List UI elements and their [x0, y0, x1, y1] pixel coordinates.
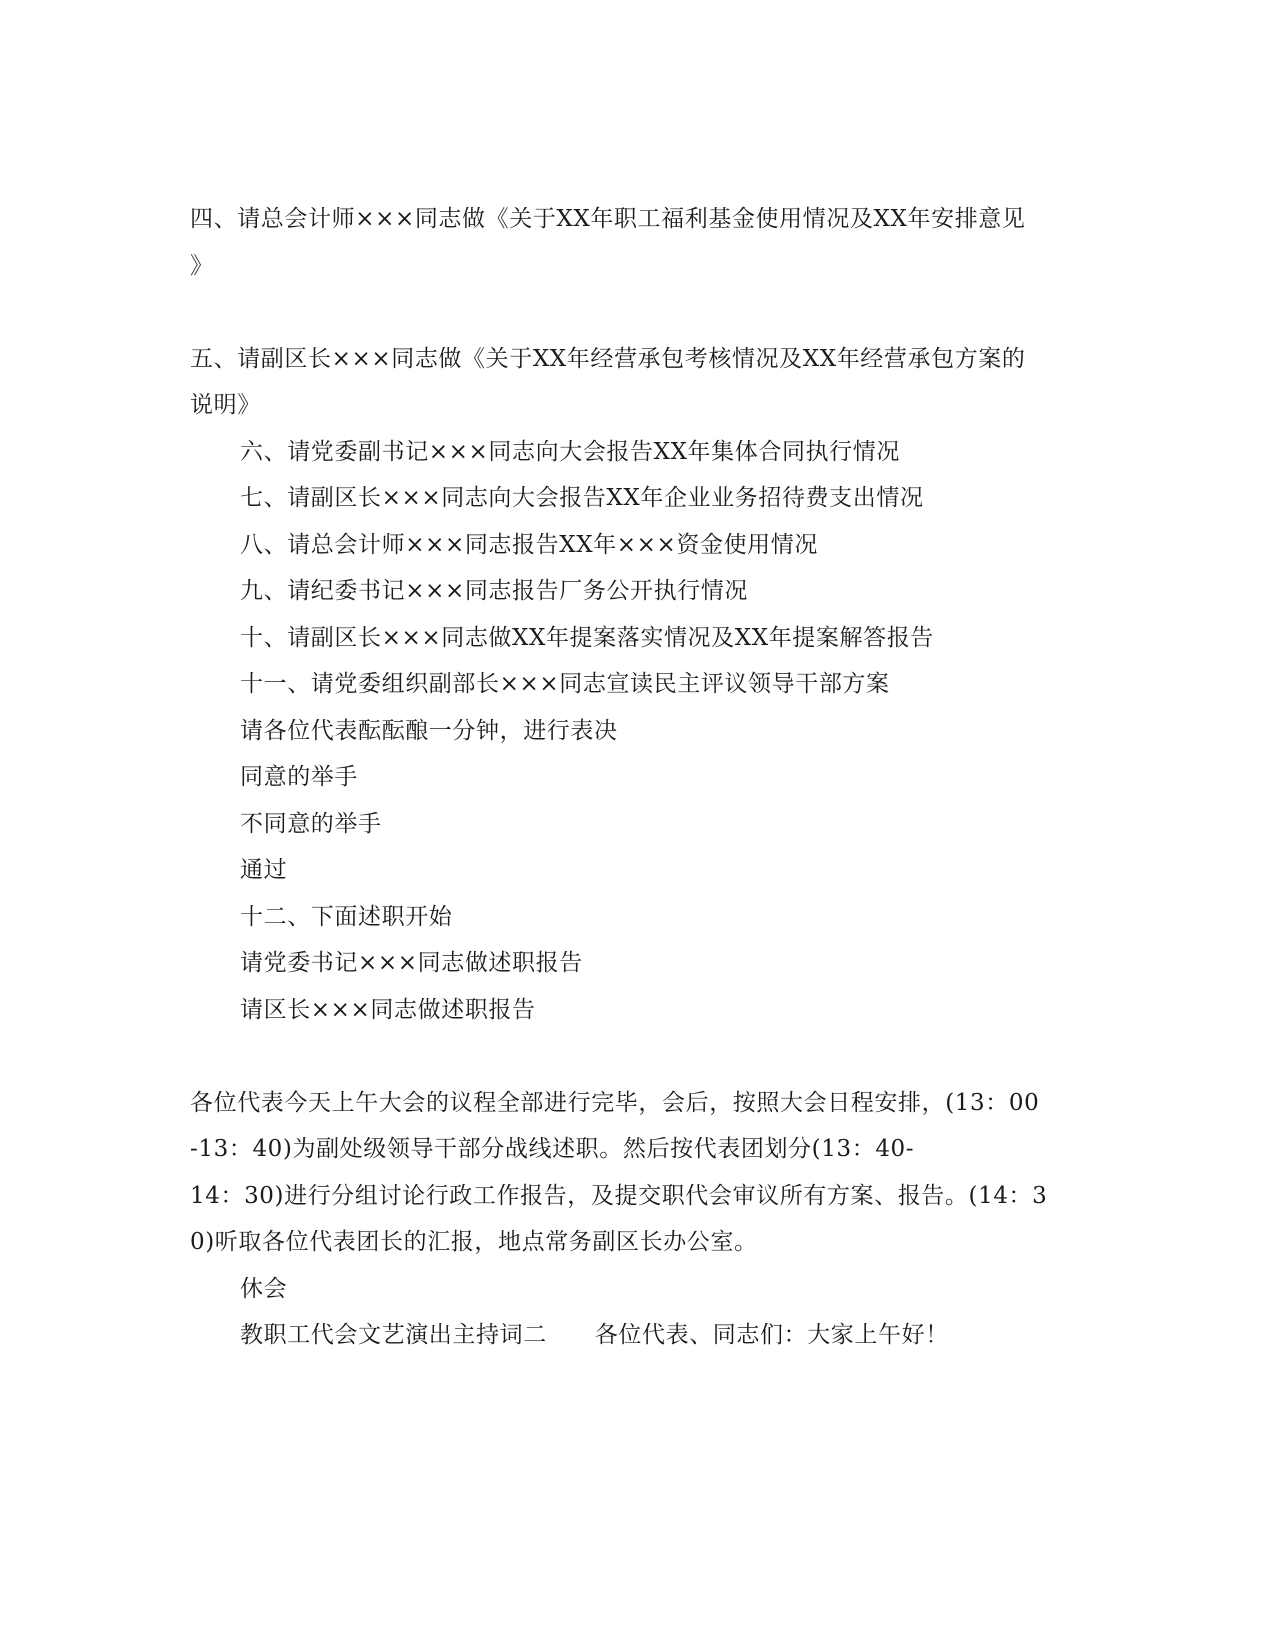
report-party-secretary: 请党委书记×××同志做述职报告: [240, 950, 583, 976]
agenda-item-8: 八、请总会计师×××同志报告XX年×××资金使用情况: [240, 532, 818, 558]
vote-passed: 通过: [240, 857, 288, 883]
final-line: [240, 1320, 949, 1350]
vote-instruction: 请各位代表酝酝酿一分钟，进行表决: [240, 718, 618, 744]
agenda-item-5-cont: 说明》: [190, 392, 261, 418]
vote-disagree: 不同意的举手: [240, 811, 382, 837]
greeting: 各位代表、同志们：大家上午好！: [594, 1322, 949, 1348]
closing-paragraph-line-1: 各位代表今天上午大会的议程全部进行完毕，会后，按照大会日程安排，(13：00: [190, 1090, 1040, 1116]
agenda-item-11: 十一、请党委组织副部长×××同志宣读民主评议领导干部方案: [240, 671, 890, 697]
agenda-item-7: 七、请副区长×××同志向大会报告XX年企业业务招待费支出情况: [240, 485, 924, 511]
agenda-item-10: 十、请副区长×××同志做XX年提案落实情况及XX年提案解答报告: [240, 625, 934, 651]
adjourn: 休会: [240, 1276, 288, 1302]
vote-agree: 同意的举手: [240, 764, 358, 790]
closing-paragraph-line-4: 0)听取各位代表团长的汇报，地点常务副区长办公室。: [190, 1229, 758, 1255]
agenda-item-5: 五、请副区长×××同志做《关于XX年经营承包考核情况及XX年经营承包方案的: [190, 346, 1026, 372]
report-district-head: 请区长×××同志做述职报告: [240, 997, 536, 1023]
agenda-item-6: 六、请党委副书记×××同志向大会报告XX年集体合同执行情况: [240, 439, 900, 465]
closing-paragraph-line-2: -13：40)为副处级领导干部分战线述职。然后按代表团划分(13：40-: [190, 1136, 915, 1162]
closing-paragraph-line-3: 14：30)进行分组讨论行政工作报告，及提交职代会审议所有方案、报告。(14：3: [190, 1183, 1048, 1209]
second-script-title: 教职工代会文艺演出主持词二: [240, 1322, 547, 1348]
agenda-item-12: 十二、下面述职开始: [240, 904, 453, 930]
agenda-item-4: 四、请总会计师×××同志做《关于XX年职工福利基金使用情况及XX年安排意见: [190, 206, 1026, 232]
agenda-item-9: 九、请纪委书记×××同志报告厂务公开执行情况: [240, 578, 749, 604]
agenda-item-4-cont: 》: [190, 253, 214, 279]
